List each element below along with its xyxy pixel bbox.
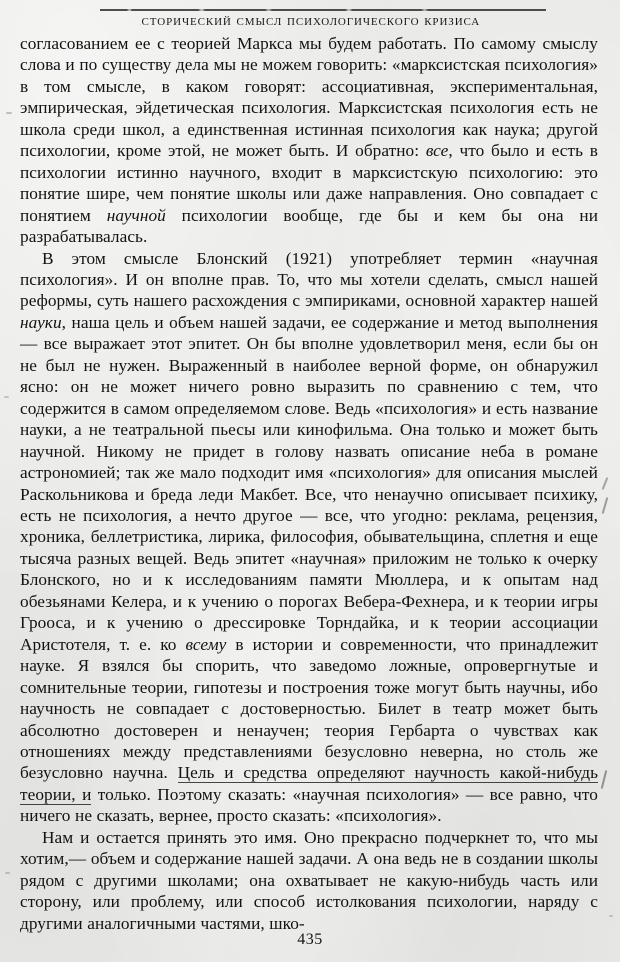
pencil-slash-mark-icon <box>602 497 609 514</box>
paragraph-1: согласованием ее с теорией Маркса мы будем работать. По самому смыслу слова и по существу дела мы не можем говорить: «марксистская психология» в том смысле, в каком говорят: ассоциативная, экспериментальная, эмпирическая, эйдетическая психология. Марксистская психология есть не школа среди школ, а единственная истинная психология как наука; другой психологии, кроме этой, не может быть. И обратно: все, что было и есть в психологии истинно научного, входит в марксистскую психологию: это понятие шире, чем понятие школы или даже направления. Оно совпадает с понятием научной психологии вообще, где бы и кем бы она ни разрабатывалась. <box>20 34 598 247</box>
pencil-slash-mark-icon <box>601 770 608 789</box>
paragraph-2: В этом смысле Блонский (1921) употребляет термин «научная психология». И он вполне прав. То, что мы хотели сделать, смысл нашей реформы, суть нашего расхождения с эмпириками, основной характер нашей науки, наша цель и объем нашей задачи, ее содержание и метод выполнения — все выражает этот эпитет. Он бы вполне удовлетворил меня, если бы он не был не нужен. Выраженный в наиболее верной форме, он обнаружил ясно: он не может ничего ровно выразить по сравнению с тем, что содержится в самом определяемом слове. Ведь «психология» и есть название науки, а не театральной пьесы или кинофильма. Она только и может быть научной. Никому не придет в голову назвать описание неба в романе астрономией; так же мало подходит имя «психология» для описания мыслей Раскольникова и бреда леди Макбет. Все, что ненаучно описывает психику, есть не психология, а нечто другое — все, что угодно: реклама, рецензия, хроника, беллетристика, лирика, философия, обывательщина, сплетня и еще тысяча разных вещей. Ведь эпитет «научная» приложим не только к очерку Блонского, но и к исследованиям памяти Мюллера, и к опытам над обезьянами Келера, и к учению о порогах Вебера-Фехнера, и к теории игры Грооса, и к учению о дрессировке Торндайка, и к теории ассоциации Аристотеля, т. е. ко всему в истории и современности, что принадлежит науке. Я взялся бы спорить, что заведомо ложные, опровергнутые и сомнительные теории, гипотезы и построения тоже могут быть научны, ибо научность не совпадает с достоверностью. Билет в театр может быть абсолютно достоверен и ненаучен; теория Гербарта о чувствах как отношениях между представлениями безусловно неверна, но столь же безусловно научна. Цель и средства определяют научность какой-нибудь теории, и только. Поэтому сказать: «научная психология» — все равно, что ничего не сказать, вернее, просто сказать: «психология». <box>20 248 599 826</box>
page-body-text <box>20 33 598 934</box>
running-head-rule <box>100 9 546 11</box>
scan-speck <box>170 926 173 929</box>
pencil-slash-mark-icon <box>602 477 609 490</box>
scan-speck <box>609 915 613 917</box>
scan-speck <box>4 396 9 398</box>
scan-speck <box>5 872 10 874</box>
page-number: 435 <box>297 931 323 948</box>
scan-speck <box>6 112 12 114</box>
running-head: исторический смысл психологического кризиса <box>139 12 481 29</box>
paragraph-3: Нам и остается принять это имя. Оно прекрасно подчеркнет то, что мы хотим,— объем и содержание нашей задачи. А она ведь не в создании школы рядом с другими школами; она охватывает не какую-нибудь часть или сторону, или проблему, или способ истолкования психологии, наряду с другими аналогичными частями, шко- <box>20 827 598 933</box>
